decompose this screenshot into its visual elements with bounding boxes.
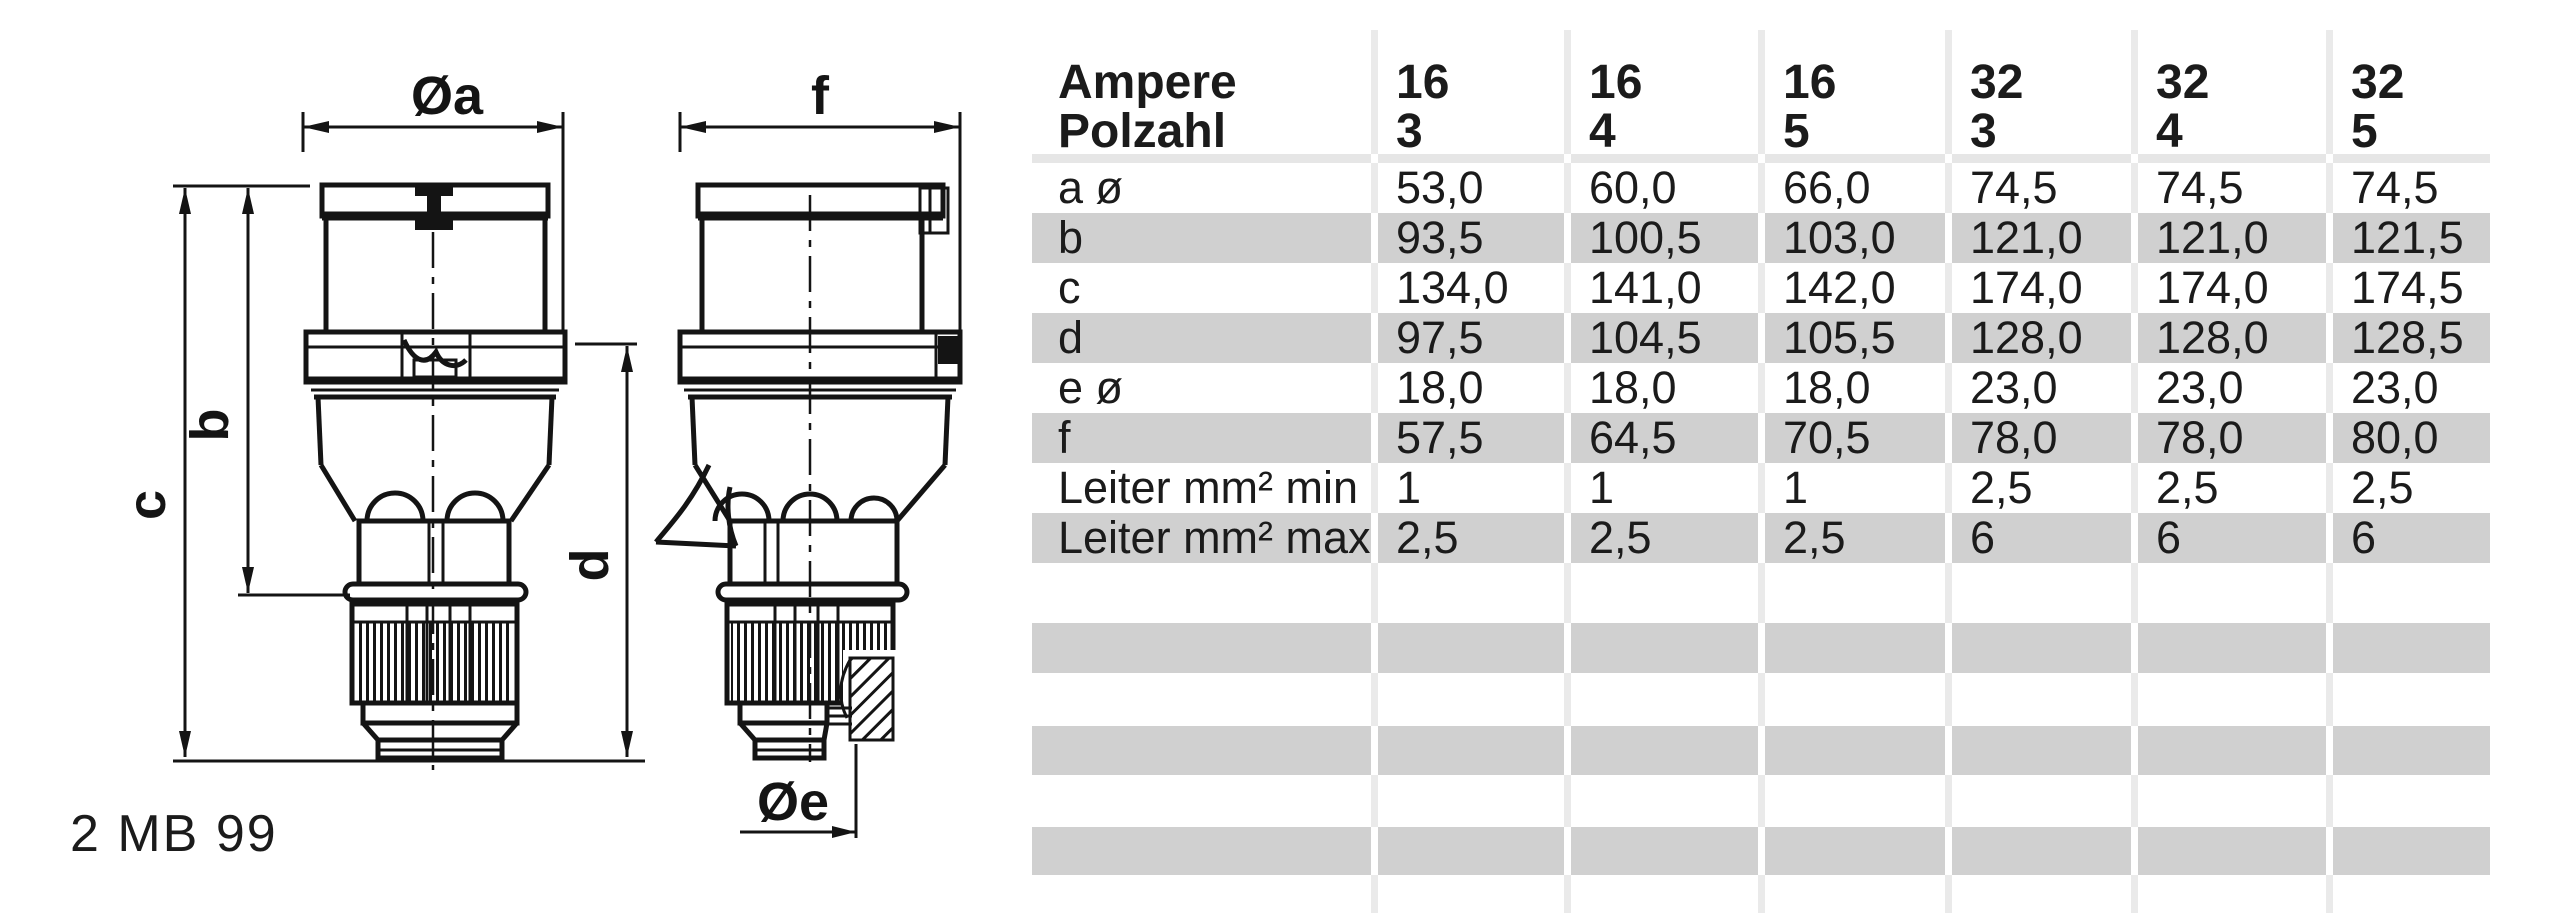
header-polzahl-line: 5 [2351, 105, 2378, 154]
drain-flap [656, 465, 736, 546]
table-cell: 100,5 [1564, 213, 1758, 263]
row-label-cell: e ø [1032, 363, 1371, 413]
empty-cell [1032, 623, 1371, 673]
empty-cell [2131, 875, 2326, 913]
empty-cell [2326, 623, 2490, 673]
empty-cell [1564, 827, 1758, 875]
empty-cell [1564, 775, 1758, 827]
row-label-cell: f [1032, 413, 1371, 463]
empty-cell [2326, 563, 2490, 623]
empty-cell [2131, 623, 2326, 673]
row-label-cell: Leiter mm² max [1032, 513, 1371, 563]
header-polzahl-line: 5 [1783, 105, 1810, 154]
header-ampere-line: 16 [1396, 56, 1450, 109]
table-cell: 6 [2131, 513, 2326, 563]
table-row [1032, 163, 2490, 213]
table-cell: 2,5 [1371, 513, 1564, 563]
table-cell: 18,0 [1371, 363, 1564, 413]
empty-cell [1945, 875, 2131, 913]
table-cell: 23,0 [2326, 363, 2490, 413]
table-row [1032, 263, 2490, 313]
header-polzahl-line: 3 [1396, 105, 1423, 154]
empty-cell [1564, 726, 1758, 775]
dim-label-a: Øa [410, 66, 484, 126]
table-cell: 2,5 [2326, 463, 2490, 513]
row-label-cell: Leiter mm² min [1032, 463, 1371, 513]
empty-cell [2326, 673, 2490, 726]
empty-cell [1564, 623, 1758, 673]
empty-cell [1371, 623, 1564, 673]
empty-cell [1564, 563, 1758, 623]
dim-label-b: b [180, 408, 240, 442]
empty-cell [1371, 673, 1564, 726]
table-cell: 2,5 [1564, 513, 1758, 563]
table-row [1032, 463, 2490, 513]
header-cell [2131, 30, 2326, 154]
table-cell: 128,5 [2326, 313, 2490, 363]
table-cell: 74,5 [2131, 163, 2326, 213]
header-polzahl-line: 4 [1589, 105, 1616, 154]
header-divider-row [1032, 154, 2490, 163]
spec-table [1032, 30, 2490, 913]
table-cell: 174,5 [2326, 263, 2490, 313]
header-label-cell [1032, 30, 1371, 154]
table-cell: 121,5 [2326, 213, 2490, 263]
empty-cell [1371, 775, 1564, 827]
table-cell: 2,5 [1758, 513, 1945, 563]
technical-drawing [0, 0, 1020, 913]
table-cell: 134,0 [1371, 263, 1564, 313]
empty-cell [1371, 875, 1564, 913]
empty-row [1032, 623, 2490, 673]
empty-row [1032, 726, 2490, 775]
table-cell: 18,0 [1564, 363, 1758, 413]
dim-label-c: c [117, 489, 177, 521]
empty-cell [1945, 827, 2131, 875]
table-cell: 74,5 [2326, 163, 2490, 213]
header-polzahl-line: Polzahl [1058, 105, 1227, 154]
row-label-cell: c [1032, 263, 1371, 313]
table-cell: 53,0 [1371, 163, 1564, 213]
table-cell: 121,0 [2131, 213, 2326, 263]
empty-cell [1032, 827, 1371, 875]
empty-row [1032, 775, 2490, 827]
header-polzahl-line: 3 [1970, 105, 1997, 154]
dim-label-d: d [560, 548, 620, 582]
empty-cell [1032, 726, 1371, 775]
empty-cell [2326, 875, 2490, 913]
left-view [306, 185, 565, 770]
table-cell: 78,0 [1945, 413, 2131, 463]
empty-cell [2326, 827, 2490, 875]
divider-cell [1371, 154, 1564, 163]
empty-row [1032, 875, 2490, 913]
empty-cell [1371, 563, 1564, 623]
table-cell: 6 [2326, 513, 2490, 563]
dim-label-e: Øe [756, 772, 830, 832]
header-ampere-line: 32 [2351, 56, 2405, 109]
table-cell: 174,0 [1945, 263, 2131, 313]
empty-cell [1945, 673, 2131, 726]
flange-corner-detail [938, 336, 958, 364]
empty-cell [1945, 623, 2131, 673]
table-cell: 18,0 [1758, 363, 1945, 413]
row-label-cell: b [1032, 213, 1371, 263]
table-cell: 80,0 [2326, 413, 2490, 463]
row-label-cell: a ø [1032, 163, 1371, 213]
table-cell: 74,5 [1945, 163, 2131, 213]
table-cell: 103,0 [1758, 213, 1945, 263]
header-polzahl-line: 4 [2156, 105, 2183, 154]
table-cell: 60,0 [1564, 163, 1758, 213]
empty-cell [1032, 875, 1371, 913]
header-cell [1564, 30, 1758, 154]
header-cell [1371, 30, 1564, 154]
header-ampere-line: 32 [1970, 56, 2024, 109]
empty-cell [1758, 623, 1945, 673]
table-cell: 6 [1945, 513, 2131, 563]
empty-cell [1945, 726, 2131, 775]
table-row [1032, 513, 2490, 563]
empty-cell [1945, 563, 2131, 623]
empty-cell [2131, 673, 2326, 726]
header-cell [1758, 30, 1945, 154]
table-cell: 121,0 [1945, 213, 2131, 263]
drawing-code: 2 MB 99 [70, 805, 278, 863]
table-cell: 128,0 [2131, 313, 2326, 363]
table-cell: 2,5 [1945, 463, 2131, 513]
table-cell: 23,0 [1945, 363, 2131, 413]
empty-cell [1758, 726, 1945, 775]
table-header-row [1032, 30, 2490, 154]
divider-cell [2326, 154, 2490, 163]
empty-cell [2131, 827, 2326, 875]
table-cell: 78,0 [2131, 413, 2326, 463]
table-cell: 57,5 [1371, 413, 1564, 463]
table-cell: 1 [1564, 463, 1758, 513]
dim-label-f: f [811, 66, 829, 126]
divider-cell [1032, 154, 1371, 163]
header-ampere-line: Ampere [1058, 56, 1237, 109]
empty-row [1032, 827, 2490, 875]
empty-cell [1945, 775, 2131, 827]
table-cell: 66,0 [1758, 163, 1945, 213]
empty-cell [1032, 563, 1371, 623]
header-cell [2326, 30, 2490, 154]
table-cell: 23,0 [2131, 363, 2326, 413]
empty-cell [1032, 775, 1371, 827]
table-row [1032, 363, 2490, 413]
header-cell [1945, 30, 2131, 154]
table-cell: 128,0 [1945, 313, 2131, 363]
table-cell: 1 [1758, 463, 1945, 513]
empty-cell [1564, 673, 1758, 726]
divider-cell [1945, 154, 2131, 163]
empty-cell [2131, 775, 2326, 827]
table-cell: 105,5 [1758, 313, 1945, 363]
empty-cell [2131, 726, 2326, 775]
empty-cell [1032, 673, 1371, 726]
table-cell: 64,5 [1564, 413, 1758, 463]
empty-cell [1564, 875, 1758, 913]
divider-cell [1564, 154, 1758, 163]
latch-detail [415, 187, 453, 230]
empty-cell [1758, 875, 1945, 913]
empty-cell [1371, 827, 1564, 875]
empty-cell [1758, 827, 1945, 875]
right-view [656, 185, 960, 762]
table-cell: 2,5 [2131, 463, 2326, 513]
table-cell: 174,0 [2131, 263, 2326, 313]
table-cell: 142,0 [1758, 263, 1945, 313]
empty-cell [1371, 726, 1564, 775]
empty-cell [2326, 726, 2490, 775]
table-row [1032, 213, 2490, 263]
empty-row [1032, 563, 2490, 623]
table-row [1032, 313, 2490, 363]
empty-cell [1758, 673, 1945, 726]
header-ampere-line: 16 [1783, 56, 1837, 109]
divider-cell [2131, 154, 2326, 163]
header-ampere-line: 16 [1589, 56, 1643, 109]
empty-cell [2326, 775, 2490, 827]
table-cell: 104,5 [1564, 313, 1758, 363]
header-ampere-line: 32 [2156, 56, 2210, 109]
table-cell: 93,5 [1371, 213, 1564, 263]
row-label-cell: d [1032, 313, 1371, 363]
dimension-lines [173, 112, 960, 838]
table-cell: 141,0 [1564, 263, 1758, 313]
empty-cell [2131, 563, 2326, 623]
table-cell: 97,5 [1371, 313, 1564, 363]
empty-row [1032, 673, 2490, 726]
empty-cell [1758, 563, 1945, 623]
divider-cell [1758, 154, 1945, 163]
table-row [1032, 413, 2490, 463]
table-cell: 70,5 [1758, 413, 1945, 463]
table-cell: 1 [1371, 463, 1564, 513]
empty-cell [1758, 775, 1945, 827]
